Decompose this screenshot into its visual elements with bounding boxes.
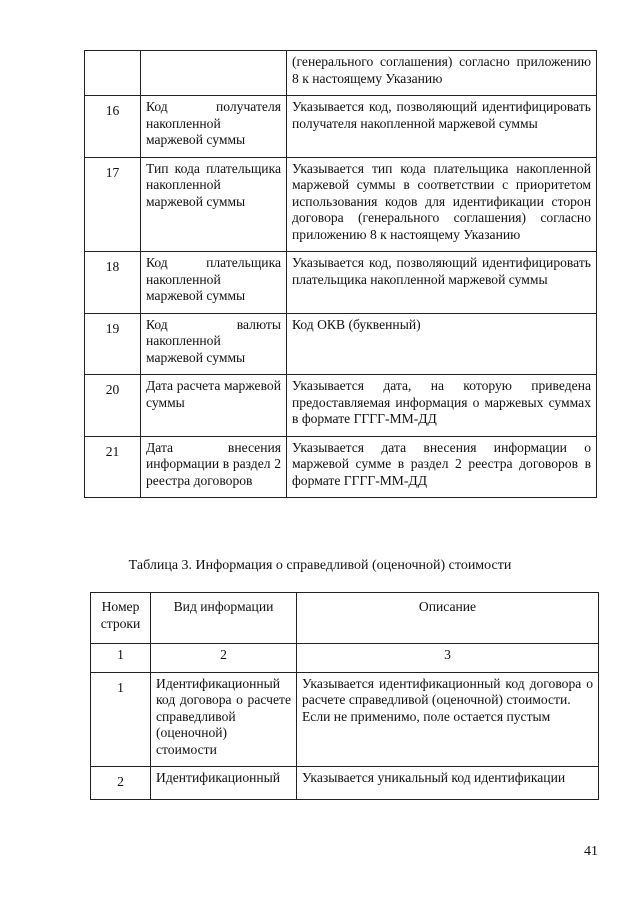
row-number: 2 bbox=[91, 767, 151, 800]
table-row bbox=[85, 436, 597, 498]
table-row bbox=[85, 157, 597, 252]
table-row bbox=[85, 375, 597, 437]
description-paragraph: Указывается тип кода плательщика накопленной маржевой суммы в соответствии с приоритетом использования кодов для идентификации сторон договора (генерального соглашения) согласно приложению 8 к настоящему Указанию bbox=[292, 160, 591, 242]
description bbox=[287, 436, 597, 498]
info-type: Идентификационный bbox=[151, 767, 297, 800]
description-paragraph: Указывается дата внесения информации о маржевой сумме в раздел 2 реестра договоров в формате ГГГГ-ММ-ДД bbox=[292, 439, 591, 488]
header-info-type: Вид информации bbox=[151, 593, 297, 644]
index-cell-2: 2 bbox=[151, 644, 297, 673]
table-header-row bbox=[91, 593, 599, 644]
description bbox=[287, 96, 597, 158]
info-type: Тип кода плательщика накопленной маржевой суммы bbox=[141, 157, 287, 252]
info-type: Код валюты накопленной маржевой суммы bbox=[141, 313, 287, 375]
row-number: 18 bbox=[85, 252, 141, 314]
description bbox=[297, 672, 599, 767]
description bbox=[287, 51, 597, 96]
fair-value-table bbox=[90, 592, 599, 800]
row-number: 16 bbox=[85, 96, 141, 158]
description-paragraph: Код ОКВ (буквенный) bbox=[292, 316, 421, 332]
header-row-number: Номер строки bbox=[91, 593, 151, 644]
header-description: Описание bbox=[297, 593, 599, 644]
description-paragraph: (генерального соглашения) согласно приложению 8 к настоящему Указанию bbox=[292, 54, 591, 86]
row-number: 1 bbox=[91, 672, 151, 767]
description bbox=[297, 767, 599, 800]
description-paragraph: Указывается код, позволяющий идентифицировать плательщика накопленной маржевой суммы bbox=[292, 255, 591, 287]
index-row bbox=[91, 644, 599, 673]
row-number: 19 bbox=[85, 313, 141, 375]
row-number: 21 bbox=[85, 436, 141, 498]
info-type: Дата расчета маржевой суммы bbox=[141, 375, 287, 437]
info-type: Идентификационный код договора о расчете справедливой (оценочной) стоимости bbox=[151, 672, 297, 767]
index-cell-1: 1 bbox=[91, 644, 151, 673]
table-row bbox=[85, 313, 597, 375]
description bbox=[287, 252, 597, 314]
table-row bbox=[85, 252, 597, 314]
description bbox=[287, 157, 597, 252]
info-type: Код плательщика накопленной маржевой суммы bbox=[141, 252, 287, 314]
info-type: Дата внесения информации в раздел 2 реестра договоров bbox=[141, 436, 287, 498]
description bbox=[287, 375, 597, 437]
description bbox=[287, 313, 597, 375]
margin-table bbox=[84, 50, 597, 498]
table3-caption: Таблица 3. Информация о справедливой (оценочной) стоимости bbox=[128, 558, 512, 573]
table-row bbox=[91, 672, 599, 767]
row-number bbox=[85, 51, 141, 96]
table-row bbox=[85, 96, 597, 158]
description-paragraph: Указывается дата, на которую приведена предоставляемая информация о маржевых суммах в формате ГГГГ-ММ-ДД bbox=[292, 378, 591, 426]
table-row bbox=[85, 51, 597, 96]
row-number: 17 bbox=[85, 157, 141, 252]
index-cell-3: 3 bbox=[297, 644, 599, 673]
description-paragraph: Указывается идентификационный код договора о расчете справедливой (оценочной) стоимости. bbox=[302, 675, 593, 707]
info-type: Код получателя накопленной маржевой суммы bbox=[141, 96, 287, 158]
table-row bbox=[91, 767, 599, 800]
row-number: 20 bbox=[85, 375, 141, 437]
description-paragraph: Указывается код, позволяющий идентифицировать получателя накопленной маржевой суммы bbox=[292, 99, 591, 131]
description-paragraph: Если не применимо, поле остается пустым bbox=[302, 708, 551, 724]
info-type bbox=[141, 51, 287, 96]
page-number: 41 bbox=[584, 844, 598, 859]
description-paragraph: Указывается уникальный код идентификации bbox=[302, 770, 566, 785]
